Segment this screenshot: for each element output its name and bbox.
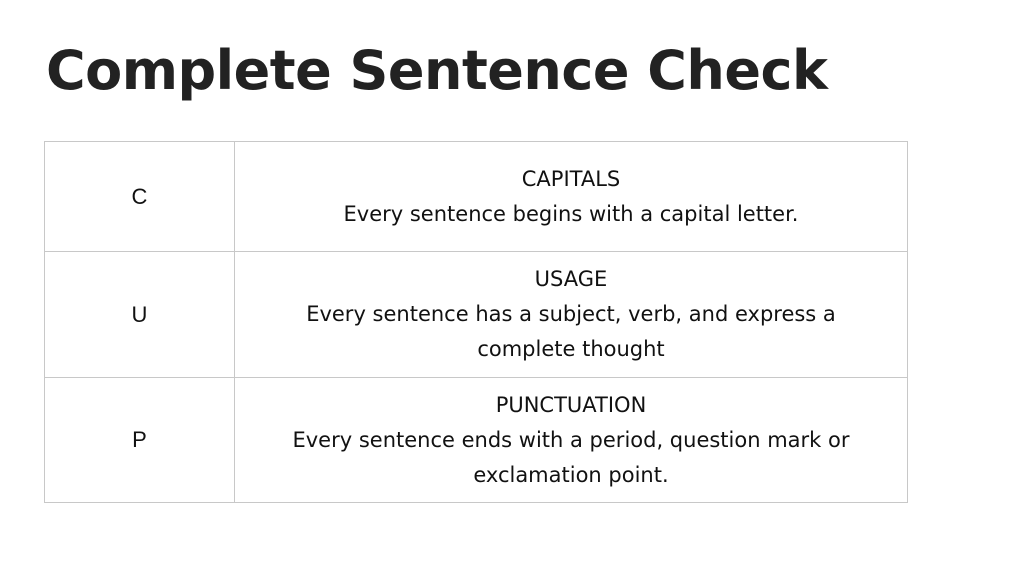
- cups-table: [44, 141, 908, 503]
- row-heading: CAPITALS: [521, 166, 621, 191]
- table-row: [45, 252, 908, 378]
- row-description: Every sentence has a subject, verb, and express a complete thought: [306, 302, 836, 361]
- row-description: Every sentence begins with a capital letter.: [343, 201, 799, 226]
- letter-cell: P: [45, 378, 235, 503]
- row-heading: USAGE: [534, 267, 608, 291]
- letter-cell: U: [45, 252, 235, 378]
- description-cell: [235, 142, 908, 252]
- row-description: Every sentence ends with a period, question mark or exclamation point.: [292, 427, 850, 487]
- page-title: Complete Sentence Check: [46, 39, 828, 102]
- table-row: [45, 378, 908, 503]
- description-cell: [235, 378, 908, 503]
- description-cell: [235, 252, 908, 378]
- row-heading: PUNCTUATION: [495, 392, 647, 417]
- letter-cell: C: [45, 142, 235, 252]
- table-row: [45, 142, 908, 252]
